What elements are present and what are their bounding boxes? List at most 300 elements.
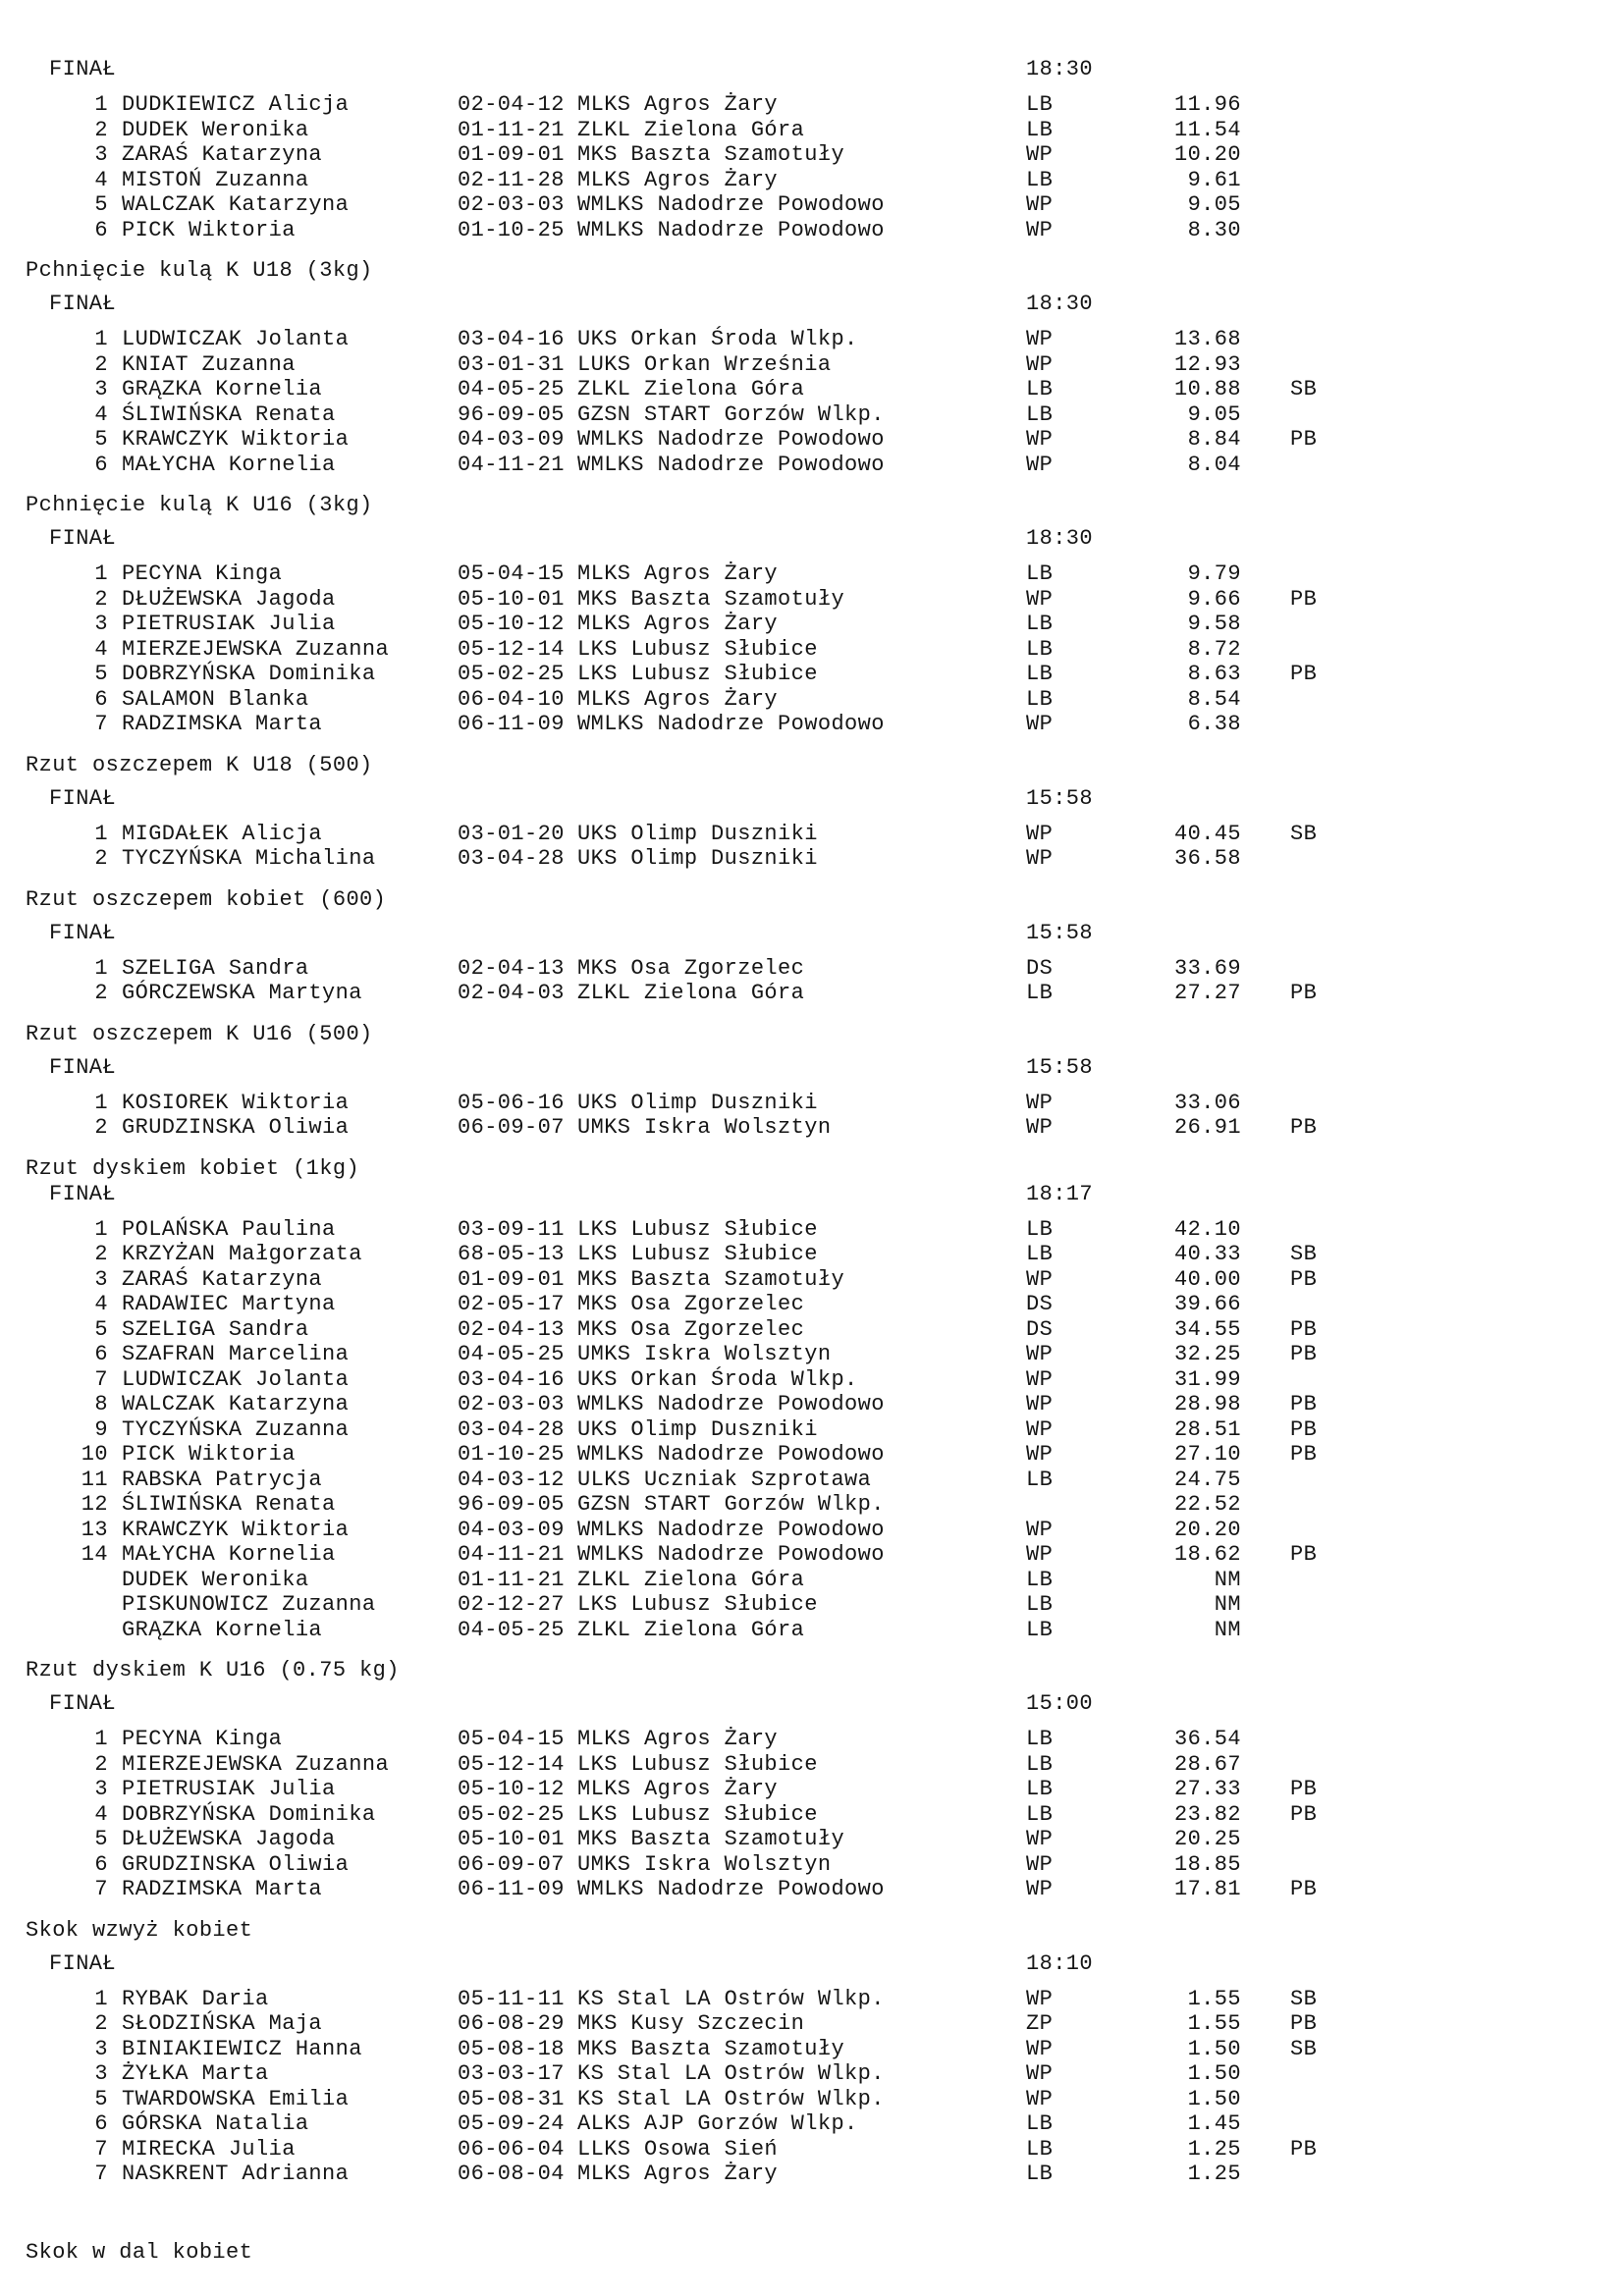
club-name: MKS Baszta Szamotuły	[577, 2036, 845, 2061]
round-label: FINAŁ	[49, 1691, 117, 1716]
place-number: 5	[94, 192, 108, 217]
place-number: 5	[94, 1827, 108, 1851]
event-time: 18:30	[1026, 526, 1094, 551]
birth-date: 02-12-27	[458, 1592, 565, 1617]
club-name: MKS Baszta Szamotuły	[577, 1827, 845, 1851]
region-code: LB	[1026, 662, 1054, 686]
club-name: UMKS Iskra Wolsztyn	[577, 1115, 832, 1140]
round-label: FINAŁ	[49, 1054, 117, 1080]
club-name: WMLKS Nadodrze Powodowo	[577, 712, 885, 736]
birth-date: 04-03-09	[458, 427, 565, 452]
birth-date: 03-03-17	[458, 2061, 565, 2086]
region-code: WP	[1026, 1851, 1054, 1877]
athlete-name: TYCZYŃSKA Michalina	[122, 846, 376, 871]
region-code: WP	[1026, 2086, 1054, 2111]
athlete-name: MIERZEJEWSKA Zuzanna	[122, 636, 390, 662]
result-row	[0, 637, 1624, 663]
athlete-name: SŁODZIŃSKA Maja	[122, 2011, 323, 2036]
result-value: 22.52	[1173, 1492, 1241, 1517]
athlete-name: ŚLIWIŃSKA Renata	[122, 1492, 336, 1517]
club-name: GZSN START Gorzów Wlkp.	[577, 1492, 885, 1517]
result-value: 31.99	[1173, 1366, 1241, 1392]
round-line	[0, 292, 1624, 317]
result-row	[0, 1568, 1624, 1593]
result-row	[0, 561, 1624, 587]
athlete-name: DUDEK Weronika	[122, 117, 309, 142]
result-value: 10.20	[1173, 142, 1241, 167]
result-row	[0, 1292, 1624, 1317]
event-title: Rzut oszczepem K U16 (500)	[26, 1021, 373, 1046]
result-value: 27.10	[1173, 1442, 1241, 1467]
result-row	[0, 1091, 1624, 1116]
place-number: 4	[94, 636, 108, 662]
place-number: 4	[94, 1801, 108, 1827]
birth-date: 06-08-29	[458, 2011, 565, 2036]
event-title: Skok wzwyż kobiet	[26, 1917, 253, 1943]
record-remark: PB	[1290, 1877, 1318, 1901]
club-name: MKS Baszta Szamotuły	[577, 586, 845, 612]
result-value: 8.72	[1187, 636, 1241, 662]
birth-date: 05-10-12	[458, 1777, 565, 1801]
birth-date: 01-11-21	[458, 1567, 565, 1592]
place-number: 5	[94, 662, 108, 686]
place-number: 3	[94, 612, 108, 636]
club-name: UMKS Iskra Wolsztyn	[577, 1342, 832, 1366]
result-value: 28.98	[1173, 1392, 1241, 1416]
result-value: 18.85	[1173, 1851, 1241, 1877]
event-section	[0, 1156, 1624, 1643]
result-row	[0, 981, 1624, 1006]
region-code: LB	[1026, 561, 1054, 586]
place-number: 2	[94, 1242, 108, 1266]
region-code: LB	[1026, 612, 1054, 636]
event-section	[0, 1022, 1624, 1141]
place-number: 13	[81, 1517, 108, 1542]
club-name: MLKS Agros Żary	[577, 1777, 779, 1801]
region-code: LB	[1026, 167, 1054, 192]
athlete-name: DŁUŻEWSKA Jagoda	[122, 1827, 336, 1851]
event-time: 18:10	[1026, 1950, 1094, 1976]
region-code: LB	[1026, 1216, 1054, 1242]
result-value: 42.10	[1173, 1216, 1241, 1242]
result-value: 1.25	[1187, 2136, 1241, 2162]
result-value: NM	[1214, 1567, 1241, 1592]
birth-date: 05-11-11	[458, 1986, 565, 2011]
result-row	[0, 168, 1624, 193]
athlete-name: PIETRUSIAK Julia	[122, 1777, 336, 1801]
result-row	[0, 1242, 1624, 1267]
club-name: WMLKS Nadodrze Powodowo	[577, 1877, 885, 1901]
region-code: WP	[1026, 1517, 1054, 1542]
result-value: NM	[1214, 1617, 1241, 1642]
club-name: ZLKL Zielona Góra	[577, 1617, 805, 1642]
result-value: 9.58	[1187, 612, 1241, 636]
athlete-name: KOSIOREK Wiktoria	[122, 1090, 350, 1115]
region-code: WP	[1026, 192, 1054, 217]
result-row	[0, 2111, 1624, 2137]
result-row	[0, 2037, 1624, 2062]
round-line	[0, 526, 1624, 552]
result-value: 1.50	[1187, 2061, 1241, 2086]
place-number: 1	[94, 1727, 108, 1751]
birth-date: 02-03-03	[458, 1392, 565, 1416]
athlete-name: GRUDZINSKA Oliwia	[122, 1115, 350, 1140]
results-list	[0, 1217, 1624, 1643]
athlete-name: ŻYŁKA Marta	[122, 2061, 269, 2086]
place-number: 6	[94, 686, 108, 712]
place-number: 1	[94, 327, 108, 351]
club-name: MKS Kusy Szczecin	[577, 2011, 805, 2036]
place-number: 12	[81, 1492, 108, 1517]
place-number: 1	[94, 92, 108, 117]
result-value: 1.55	[1187, 1986, 1241, 2011]
place-number: 1	[94, 1986, 108, 2011]
athlete-name: KRAWCZYK Wiktoria	[122, 1517, 350, 1542]
athlete-name: RYBAK Daria	[122, 1986, 269, 2011]
birth-date: 06-09-07	[458, 1115, 565, 1140]
event-section	[0, 753, 1624, 872]
result-row	[0, 662, 1624, 687]
athlete-name: PICK Wiktoria	[122, 217, 296, 242]
results-list	[0, 561, 1624, 737]
region-code: WP	[1026, 1442, 1054, 1467]
round-line	[0, 786, 1624, 812]
birth-date: 03-04-28	[458, 1416, 565, 1442]
athlete-name: KRZYŻAN Małgorzata	[122, 1242, 362, 1266]
club-name: WMLKS Nadodrze Powodowo	[577, 217, 885, 242]
club-name: UKS Olimp Duszniki	[577, 846, 818, 871]
region-code: LB	[1026, 1617, 1054, 1642]
round-label: FINAŁ	[49, 57, 117, 81]
birth-date: 05-04-15	[458, 1727, 565, 1751]
athlete-name: WALCZAK Katarzyna	[122, 192, 350, 217]
athlete-name: MISTOŃ Zuzanna	[122, 167, 309, 192]
result-value: 12.93	[1173, 351, 1241, 377]
result-value: 8.63	[1187, 662, 1241, 686]
result-row	[0, 687, 1624, 713]
region-code: WP	[1026, 2061, 1054, 2086]
region-code: LB	[1026, 1592, 1054, 1617]
round-line	[0, 57, 1624, 82]
round-label: FINAŁ	[49, 920, 117, 945]
athlete-name: PISKUNOWICZ Zuzanna	[122, 1592, 376, 1617]
result-row	[0, 2087, 1624, 2112]
birth-date: 01-11-21	[458, 117, 565, 142]
result-row	[0, 218, 1624, 243]
result-value: 28.51	[1173, 1416, 1241, 1442]
athlete-name: BINIAKIEWICZ Hanna	[122, 2036, 362, 2061]
result-row	[0, 1592, 1624, 1618]
birth-date: 01-09-01	[458, 142, 565, 167]
place-number: 2	[94, 351, 108, 377]
record-remark: PB	[1290, 2136, 1318, 2162]
region-code: LB	[1026, 981, 1054, 1005]
place-number: 4	[94, 1292, 108, 1316]
club-name: LUKS Orkan Września	[577, 351, 832, 377]
result-row	[0, 1342, 1624, 1367]
athlete-name: ŚLIWIŃSKA Renata	[122, 401, 336, 427]
round-line	[0, 1182, 1624, 1207]
birth-date: 68-05-13	[458, 1242, 565, 1266]
result-value: 17.81	[1173, 1877, 1241, 1901]
round-line	[0, 921, 1624, 946]
athlete-name: MAŁYCHA Kornelia	[122, 1542, 336, 1567]
event-time: 18:30	[1026, 57, 1094, 81]
birth-date: 05-12-14	[458, 1751, 565, 1777]
record-remark: PB	[1290, 1266, 1318, 1292]
athlete-name: GRĄZKA Kornelia	[122, 377, 323, 401]
event-title: Rzut dyskiem kobiet (1kg)	[26, 1155, 360, 1181]
region-code: WP	[1026, 586, 1054, 612]
record-remark: PB	[1290, 1115, 1318, 1140]
region-code: WP	[1026, 327, 1054, 351]
result-row	[0, 1367, 1624, 1393]
event-time: 15:58	[1026, 920, 1094, 945]
club-name: ULKS Uczniak Szprotawa	[577, 1467, 872, 1492]
result-value: 27.27	[1173, 981, 1241, 1005]
region-code: WP	[1026, 846, 1054, 871]
result-row	[0, 1727, 1624, 1752]
club-name: WMLKS Nadodrze Powodowo	[577, 1392, 885, 1416]
birth-date: 04-05-25	[458, 1617, 565, 1642]
club-name: LKS Lubusz Słubice	[577, 636, 818, 662]
results-list	[0, 1727, 1624, 1902]
athlete-name: RADAWIEC Martyna	[122, 1292, 336, 1316]
place-number: 7	[94, 1366, 108, 1392]
athlete-name: MIERZEJEWSKA Zuzanna	[122, 1751, 390, 1777]
club-name: UKS Orkan Środa Wlkp.	[577, 1366, 858, 1392]
region-code: DS	[1026, 1292, 1054, 1316]
result-value: 33.06	[1173, 1090, 1241, 1115]
result-row	[0, 1827, 1624, 1852]
birth-date: 06-08-04	[458, 2162, 565, 2186]
record-remark: PB	[1290, 1416, 1318, 1442]
athlete-name: PECYNA Kinga	[122, 561, 283, 586]
athlete-name: POLAŃSKA Paulina	[122, 1216, 336, 1242]
place-number: 4	[94, 167, 108, 192]
club-name: GZSN START Gorzów Wlkp.	[577, 401, 885, 427]
result-row	[0, 1417, 1624, 1443]
region-code: LB	[1026, 636, 1054, 662]
result-value: 26.91	[1173, 1115, 1241, 1140]
birth-date: 03-04-16	[458, 1366, 565, 1392]
club-name: MLKS Agros Żary	[577, 1727, 779, 1751]
place-number: 11	[81, 1467, 108, 1492]
club-name: LKS Lubusz Słubice	[577, 662, 818, 686]
results-list	[0, 1091, 1624, 1141]
result-value: 20.25	[1173, 1827, 1241, 1851]
event-section	[0, 887, 1624, 1006]
birth-date: 02-04-12	[458, 92, 565, 117]
region-code: WP	[1026, 821, 1054, 846]
result-value: 8.84	[1187, 427, 1241, 452]
birth-date: 02-04-13	[458, 955, 565, 981]
athlete-name: PIETRUSIAK Julia	[122, 612, 336, 636]
event-title: Rzut oszczepem kobiet (600)	[26, 886, 387, 912]
birth-date: 05-09-24	[458, 2111, 565, 2136]
athlete-name: PICK Wiktoria	[122, 1442, 296, 1467]
result-value: NM	[1214, 1592, 1241, 1617]
birth-date: 05-10-01	[458, 586, 565, 612]
athlete-name: LUDWICZAK Jolanta	[122, 327, 350, 351]
place-number: 3	[94, 2036, 108, 2061]
result-value: 39.66	[1173, 1292, 1241, 1316]
birth-date: 03-04-28	[458, 846, 565, 871]
birth-date: 04-11-21	[458, 1542, 565, 1567]
event-time: 15:58	[1026, 785, 1094, 811]
club-name: LKS Lubusz Słubice	[577, 1751, 818, 1777]
record-remark: PB	[1290, 1801, 1318, 1827]
result-row	[0, 1618, 1624, 1643]
result-row	[0, 2061, 1624, 2087]
athlete-name: SZELIGA Sandra	[122, 1316, 309, 1342]
birth-date: 05-10-01	[458, 1827, 565, 1851]
birth-date: 04-05-25	[458, 1342, 565, 1366]
result-value: 1.45	[1187, 2111, 1241, 2136]
athlete-name: MIGDAŁEK Alicja	[122, 821, 323, 846]
place-number: 6	[94, 1851, 108, 1877]
results-list	[0, 327, 1624, 477]
region-code: WP	[1026, 1266, 1054, 1292]
result-row	[0, 846, 1624, 872]
club-name: MKS Osa Zgorzelec	[577, 1292, 805, 1316]
place-number: 5	[94, 427, 108, 452]
result-row	[0, 1802, 1624, 1828]
place-number: 3	[94, 142, 108, 167]
results-list	[0, 956, 1624, 1006]
club-name: ZLKL Zielona Góra	[577, 1567, 805, 1592]
result-value: 8.30	[1187, 217, 1241, 242]
athlete-name: RABSKA Patrycja	[122, 1467, 323, 1492]
club-name: LKS Lubusz Słubice	[577, 1801, 818, 1827]
result-row	[0, 1217, 1624, 1243]
place-number: 8	[94, 1392, 108, 1416]
record-remark: PB	[1290, 1542, 1318, 1567]
event-title: Rzut dyskiem K U16 (0.75 kg)	[26, 1658, 400, 1682]
birth-date: 02-05-17	[458, 1292, 565, 1316]
place-number: 5	[94, 2086, 108, 2111]
birth-date: 05-12-14	[458, 636, 565, 662]
result-row	[0, 377, 1624, 402]
result-row	[0, 1442, 1624, 1468]
athlete-name: GÓRCZEWSKA Martyna	[122, 981, 362, 1005]
result-row	[0, 1518, 1624, 1543]
birth-date: 04-03-09	[458, 1517, 565, 1542]
results-list	[0, 92, 1624, 242]
club-name: MLKS Agros Żary	[577, 686, 779, 712]
result-row	[0, 822, 1624, 847]
result-row	[0, 327, 1624, 352]
athlete-name: ZARAŚ Katarzyna	[122, 142, 323, 167]
result-value: 33.69	[1173, 955, 1241, 981]
result-value: 1.25	[1187, 2162, 1241, 2186]
result-row	[0, 1752, 1624, 1778]
result-row	[0, 352, 1624, 378]
birth-date: 04-11-21	[458, 452, 565, 477]
record-remark: PB	[1290, 586, 1318, 612]
place-number: 1	[94, 561, 108, 586]
club-name: KS Stal LA Ostrów Wlkp.	[577, 2086, 885, 2111]
result-value: 34.55	[1173, 1316, 1241, 1342]
birth-date: 06-09-07	[458, 1851, 565, 1877]
event-section	[0, 1658, 1624, 1902]
place-number: 1	[94, 955, 108, 981]
region-code: WP	[1026, 1342, 1054, 1366]
region-code: WP	[1026, 1986, 1054, 2011]
club-name: LKS Lubusz Słubice	[577, 1216, 818, 1242]
region-code: WP	[1026, 351, 1054, 377]
result-value: 11.96	[1173, 92, 1241, 117]
club-name: MLKS Agros Żary	[577, 167, 779, 192]
result-row	[0, 2162, 1624, 2187]
place-number: 14	[81, 1542, 108, 1567]
event-time: 15:00	[1026, 1691, 1094, 1716]
results-list	[0, 822, 1624, 872]
club-name: MLKS Agros Żary	[577, 612, 779, 636]
athlete-name: WALCZAK Katarzyna	[122, 1392, 350, 1416]
birth-date: 06-11-09	[458, 712, 565, 736]
birth-date: 03-09-11	[458, 1216, 565, 1242]
athlete-name: ZARAŚ Katarzyna	[122, 1266, 323, 1292]
place-number: 2	[94, 1115, 108, 1140]
birth-date: 04-03-12	[458, 1467, 565, 1492]
result-row	[0, 427, 1624, 453]
result-row	[0, 453, 1624, 478]
result-value: 10.88	[1173, 377, 1241, 401]
result-row	[0, 1542, 1624, 1568]
place-number: 6	[94, 452, 108, 477]
club-name: WMLKS Nadodrze Powodowo	[577, 192, 885, 217]
result-row	[0, 118, 1624, 143]
club-name: MKS Osa Zgorzelec	[577, 955, 805, 981]
athlete-name: DUDKIEWICZ Alicja	[122, 92, 350, 117]
club-name: WMLKS Nadodrze Powodowo	[577, 1517, 885, 1542]
club-name: UKS Olimp Duszniki	[577, 1090, 818, 1115]
birth-date: 05-04-15	[458, 561, 565, 586]
place-number: 6	[94, 2111, 108, 2136]
event-time: 18:30	[1026, 292, 1094, 316]
region-code: LB	[1026, 1467, 1054, 1492]
athlete-name: RADZIMSKA Marta	[122, 1877, 323, 1901]
region-code: WP	[1026, 1542, 1054, 1567]
place-number: 3	[94, 2061, 108, 2086]
club-name: WMLKS Nadodrze Powodowo	[577, 427, 885, 452]
club-name: UKS Orkan Środa Wlkp.	[577, 327, 858, 351]
region-code: WP	[1026, 1827, 1054, 1851]
place-number: 2	[94, 117, 108, 142]
athlete-name: RADZIMSKA Marta	[122, 712, 323, 736]
place-number: 1	[94, 1216, 108, 1242]
place-number: 9	[94, 1416, 108, 1442]
birth-date: 05-08-31	[458, 2086, 565, 2111]
athlete-name: KNIAT Zuzanna	[122, 351, 296, 377]
result-row	[0, 612, 1624, 637]
place-number: 6	[94, 217, 108, 242]
club-name: MKS Baszta Szamotuły	[577, 142, 845, 167]
birth-date: 03-01-20	[458, 821, 565, 846]
record-remark: SB	[1290, 1242, 1318, 1266]
result-value: 40.33	[1173, 1242, 1241, 1266]
result-value: 40.00	[1173, 1266, 1241, 1292]
result-value: 23.82	[1173, 1801, 1241, 1827]
club-name: MKS Baszta Szamotuły	[577, 1266, 845, 1292]
athlete-name: GRĄZKA Kornelia	[122, 1617, 323, 1642]
athlete-name: DOBRZYŃSKA Dominika	[122, 1801, 376, 1827]
region-code: ZP	[1026, 2011, 1054, 2036]
athlete-name: NASKRENT Adrianna	[122, 2162, 350, 2186]
result-value: 13.68	[1173, 327, 1241, 351]
place-number: 2	[94, 846, 108, 871]
